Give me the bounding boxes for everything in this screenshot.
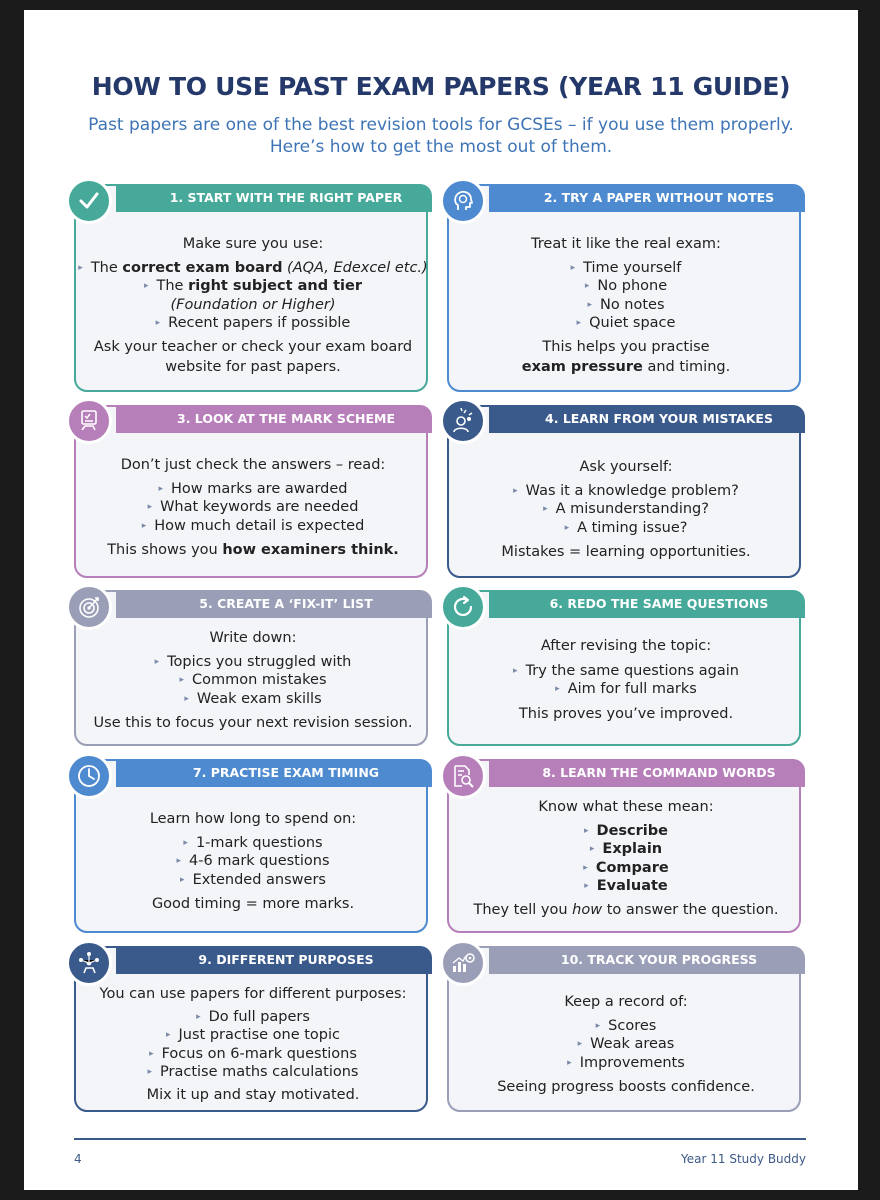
list-item: ▸ The correct exam board (AQA, Edexcel etc.) [76, 259, 430, 277]
card-heading: 2. TRY A PAPER WITHOUT NOTES [489, 184, 805, 212]
list-item: ▸ Describe [449, 822, 803, 840]
card-heading: 1. START WITH THE RIGHT PAPER [116, 184, 432, 212]
checkmark-icon [66, 178, 112, 224]
card-heading: 8. LEARN THE COMMAND WORDS [489, 759, 805, 787]
card-heading: 3. LOOK AT THE MARK SCHEME [116, 405, 432, 433]
card-heading: 7. PRACTISE EXAM TIMING [116, 759, 432, 787]
list-item: ▸ Scores [449, 1017, 803, 1035]
card-outro: This shows you how examiners think. [107, 541, 399, 558]
card-heading: 6. REDO THE SAME QUESTIONS [489, 590, 805, 618]
list-item: ▸ A misunderstanding? [449, 500, 803, 518]
list-item: ▸ 4-6 mark questions [76, 852, 430, 870]
card-intro: You can use papers for different purposes: [99, 986, 407, 1002]
card-command-words [447, 759, 801, 933]
page-title: HOW TO USE PAST EXAM PAPERS (YEAR 11 GUIDE) [91, 72, 791, 101]
list-item: ▸ Weak areas [449, 1035, 803, 1053]
card-different-purposes [74, 946, 428, 1112]
refresh-icon [440, 584, 486, 630]
card-outro: Mistakes = learning opportunities. [501, 543, 751, 560]
list-item: ▸ Extended answers [76, 871, 430, 889]
card-fix-it-list [74, 590, 428, 746]
list-item-continuation: (Foundation or Higher) [170, 296, 336, 313]
document-magnifier-icon [440, 753, 486, 799]
card-outro: Ask your teacher or check your exam board [93, 338, 413, 355]
card-intro: Know what these mean: [538, 799, 714, 815]
list-item: ▸ Recent papers if possible [76, 314, 430, 332]
clock-icon [66, 753, 112, 799]
card-exam-timing [74, 759, 428, 933]
footer-label: Year 11 Study Buddy [681, 1152, 806, 1166]
card-outro: This helps you practise [542, 339, 710, 356]
card-body [76, 809, 430, 914]
list-item: ▸ What keywords are needed [76, 498, 430, 516]
list-item: ▸ Quiet space [449, 314, 803, 332]
list-item: ▸ Common mistakes [76, 671, 430, 689]
list-item: ▸ Try the same questions again [449, 662, 803, 680]
guide-page [24, 10, 858, 1190]
list-item: ▸ No notes [449, 296, 803, 314]
list-item: ▸ Just practise one topic [76, 1026, 430, 1044]
list-item: ▸ Practise maths calculations [76, 1063, 430, 1081]
footer-divider [74, 1138, 806, 1140]
card-mistakes [447, 405, 801, 578]
card-body [449, 797, 803, 920]
target-icon [66, 584, 112, 630]
card-body [76, 628, 430, 733]
card-outro: exam pressure and timing. [521, 359, 731, 376]
card-outro: Good timing = more marks. [151, 895, 355, 912]
list-item: ▸ Improvements [449, 1054, 803, 1072]
head-brain-icon [440, 178, 486, 224]
card-intro: Learn how long to spend on: [149, 811, 357, 827]
page-number: 4 [74, 1152, 82, 1166]
card-mark-scheme [74, 405, 428, 578]
card-track-progress [447, 946, 801, 1112]
list-item: ▸ The right subject and tier [76, 277, 430, 295]
card-intro: Keep a record of: [564, 994, 688, 1010]
list-item: ▸ How much detail is expected [76, 517, 430, 535]
card-right-paper [74, 184, 428, 392]
thinking-person-icon [440, 398, 486, 444]
card-intro: After revising the topic: [540, 638, 712, 654]
subtitle-line-1: Past papers are one of the best revision tools for GCSEs – if you use them properly. [88, 115, 794, 135]
list-item: ▸ Was it a knowledge problem? [449, 482, 803, 500]
card-outro: This proves you’ve improved. [518, 705, 734, 722]
card-body [76, 984, 430, 1105]
list-item: ▸ A timing issue? [449, 519, 803, 537]
card-intro: Write down: [209, 630, 297, 646]
card-outro: They tell you how to answer the question. [473, 902, 779, 919]
list-item: ▸ Time yourself [449, 259, 803, 277]
chart-target-icon [440, 940, 486, 986]
card-intro: Treat it like the real exam: [531, 236, 721, 252]
card-body [76, 234, 430, 377]
list-item: ▸ Do full papers [76, 1008, 430, 1026]
card-intro: Make sure you use: [182, 236, 324, 252]
card-without-notes [447, 184, 801, 392]
card-heading: 9. DIFFERENT PURPOSES [116, 946, 432, 974]
card-body [449, 457, 803, 562]
list-item: ▸ Topics you struggled with [76, 653, 430, 671]
card-intro: Ask yourself: [579, 459, 673, 475]
card-intro: Don’t just check the answers – read: [120, 457, 386, 473]
card-outro: Mix it up and stay motivated. [146, 1087, 360, 1104]
card-body [76, 455, 430, 560]
list-item: ▸ Explain [449, 840, 803, 858]
list-item: ▸ Compare [449, 859, 803, 877]
subtitle-line-2: Here’s how to get the most out of them. [269, 137, 613, 157]
card-outro: website for past papers. [165, 358, 341, 375]
list-item: ▸ 1-mark questions [76, 834, 430, 852]
list-item: ▸ Evaluate [449, 877, 803, 895]
list-item: ▸ Weak exam skills [76, 690, 430, 708]
card-heading: 10. TRACK YOUR PROGRESS [489, 946, 805, 974]
list-item: ▸ How marks are awarded [76, 480, 430, 498]
list-item: ▸ Focus on 6-mark questions [76, 1045, 430, 1063]
page-subtitle [54, 114, 828, 158]
card-heading: 4. LEARN FROM YOUR MISTAKES [489, 405, 805, 433]
checklist-hand-icon [66, 398, 112, 444]
card-outro: Use this to focus your next revision session. [93, 714, 413, 731]
card-heading: 5. CREATE A ‘FIX-IT’ LIST [116, 590, 432, 618]
card-outro: Seeing progress boosts confidence. [497, 1078, 755, 1095]
list-item: ▸ Aim for full marks [449, 680, 803, 698]
card-body [449, 234, 803, 377]
card-redo-questions [447, 590, 801, 746]
card-body [449, 992, 803, 1097]
list-item: ▸ No phone [449, 277, 803, 295]
network-hand-icon [66, 940, 112, 986]
card-body [449, 636, 803, 724]
